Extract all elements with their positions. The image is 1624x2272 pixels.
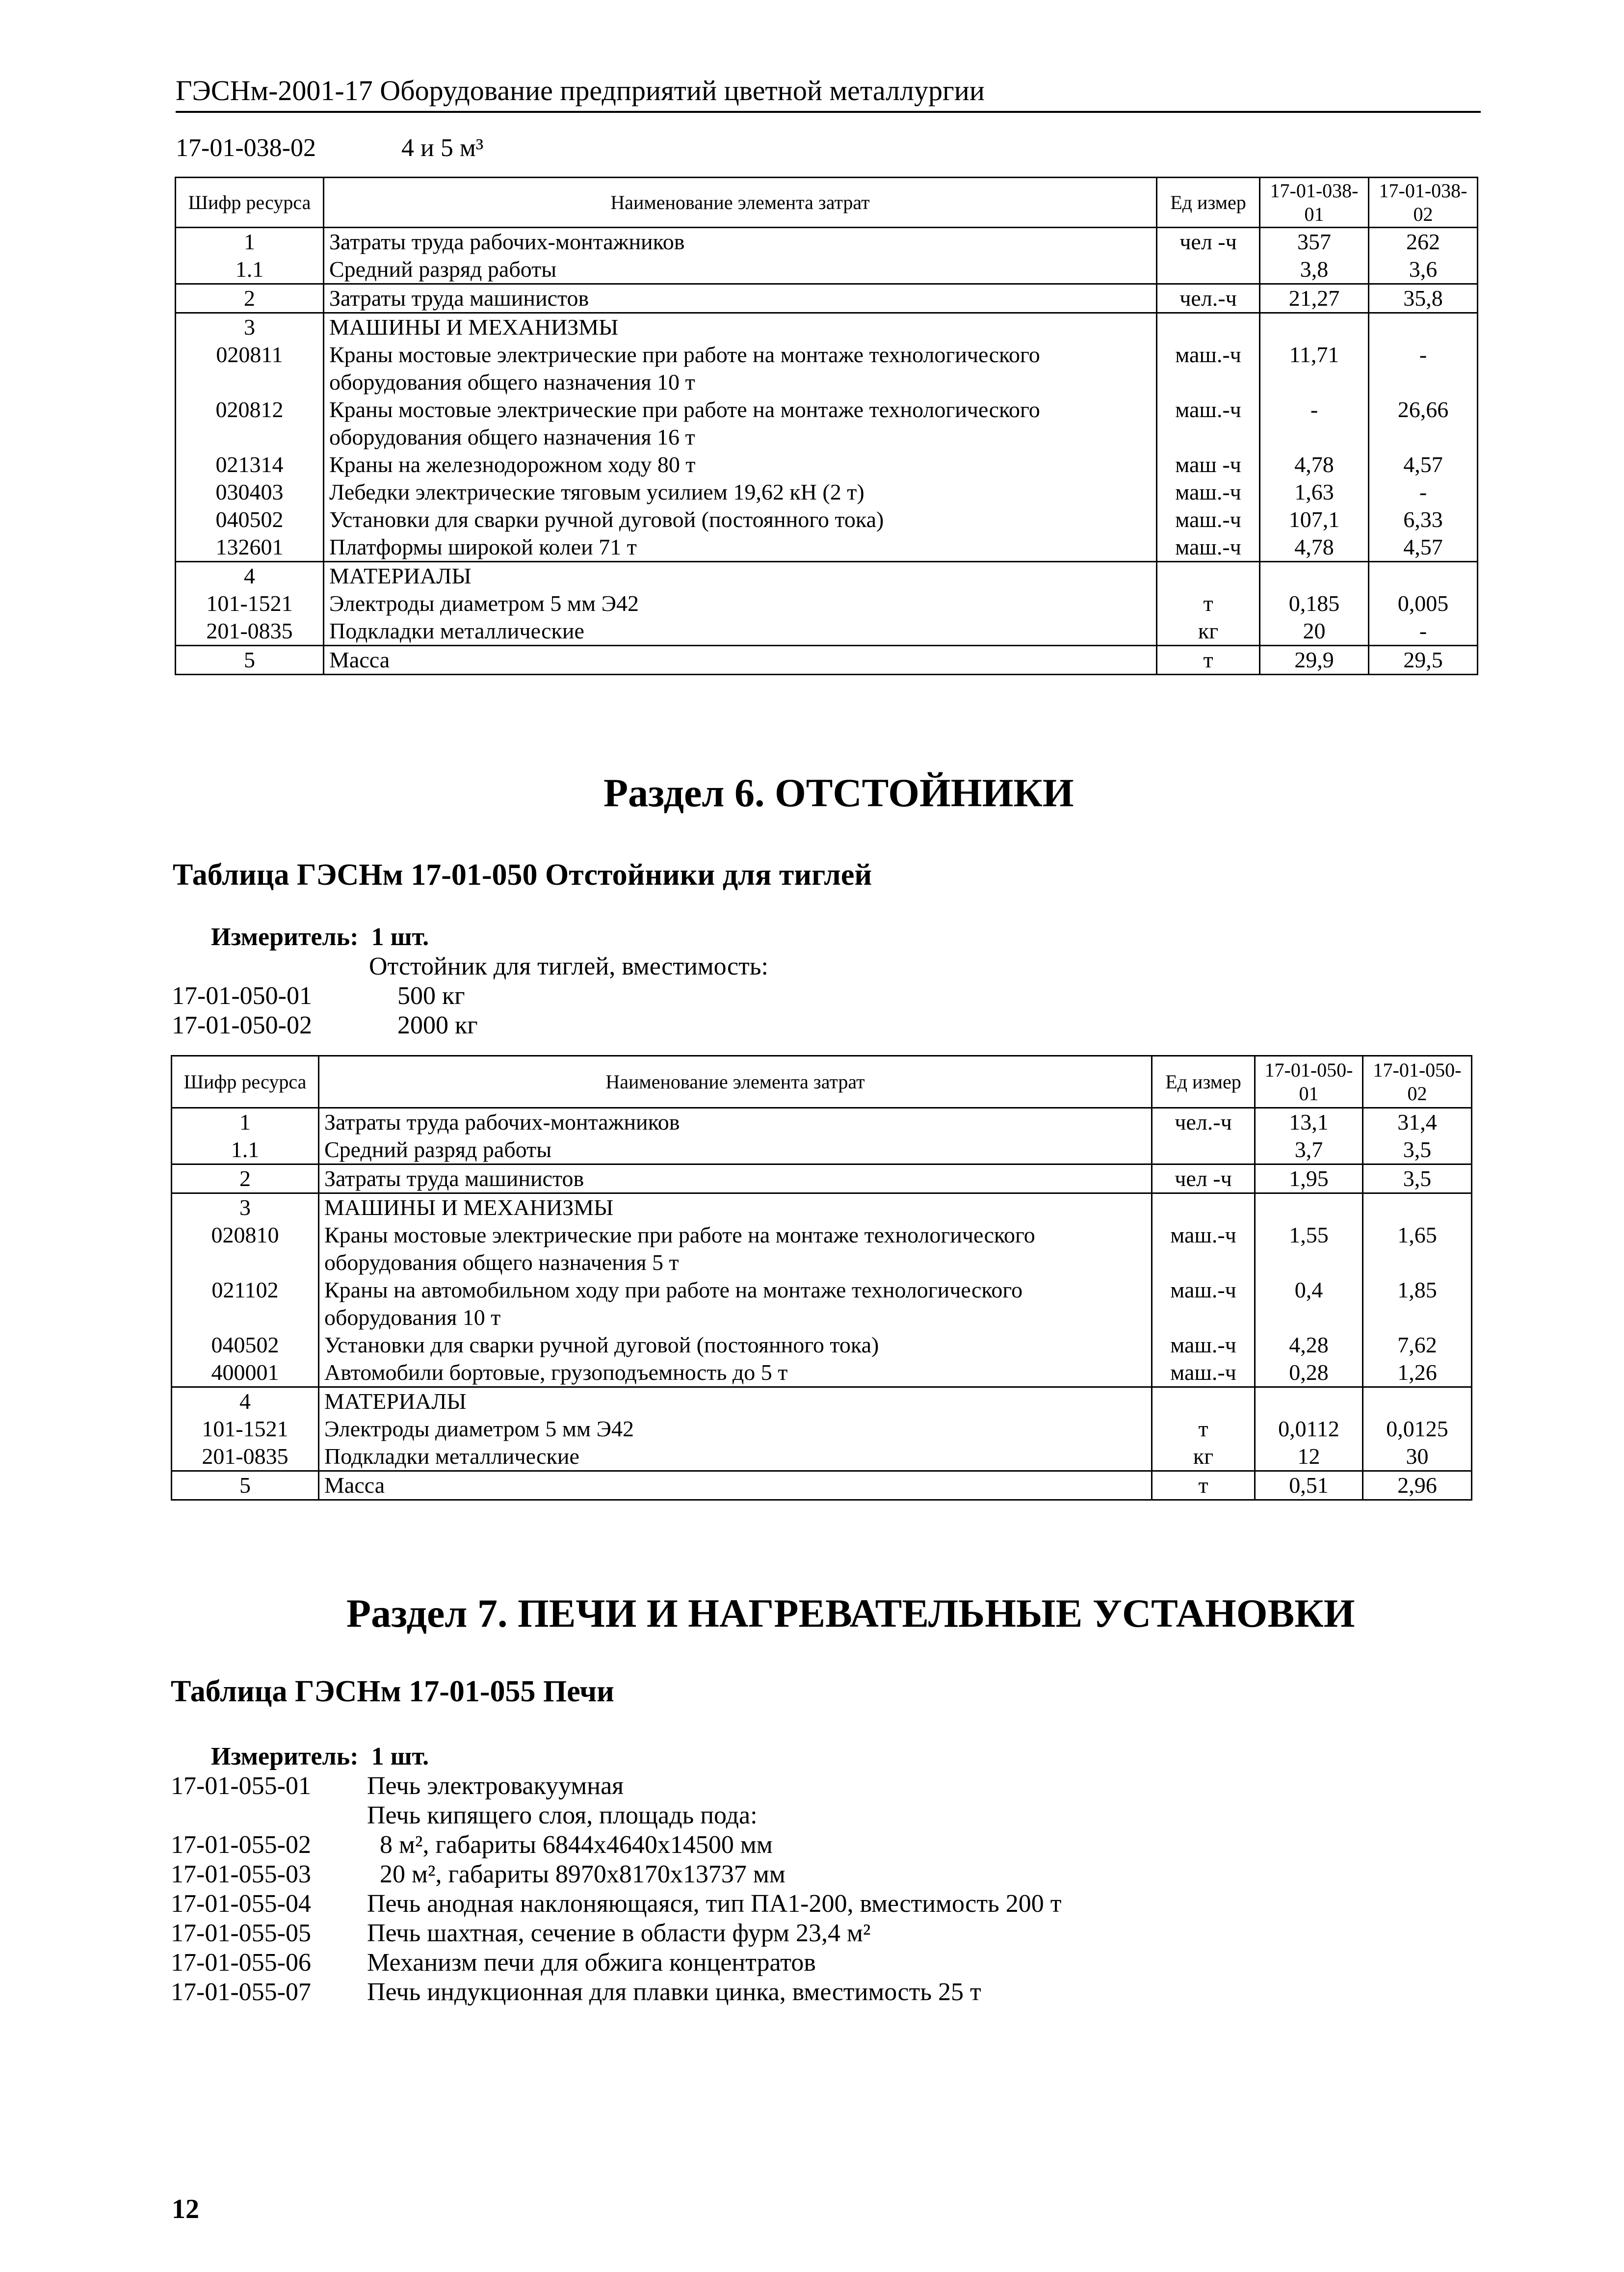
unit-cell <box>1157 256 1260 284</box>
value-b-cell: - <box>1369 341 1478 396</box>
value-b-cell <box>1363 1387 1472 1416</box>
variant-text: 500 кг <box>397 982 465 1010</box>
variant-row <box>172 981 478 1011</box>
variant-row <box>171 1801 1061 1830</box>
col-header-b: 17-01-038-02 <box>1369 178 1478 228</box>
table-row <box>172 1136 1472 1164</box>
table-body <box>176 228 1478 675</box>
table-row <box>172 1331 1472 1359</box>
resource-code-cell: 4 <box>172 1387 319 1416</box>
table-row <box>176 396 1478 451</box>
value-b-cell: 4,57 <box>1369 533 1478 562</box>
resource-code-cell: 4 <box>176 562 324 590</box>
variant-code: 17-01-055-01 <box>171 1772 311 1800</box>
variant-row <box>171 1830 1061 1860</box>
cost-element-name-cell: Средний разряд работы <box>319 1136 1152 1164</box>
resource-code-cell: 020810 <box>172 1221 319 1276</box>
cost-element-name-cell: Электроды диаметром 5 мм Э42 <box>319 1415 1152 1443</box>
cost-element-name-cell: Краны мостовые электрические при работе на монтаже технологического оборудования общего назначения 10 т <box>324 341 1157 396</box>
value-a-cell: 1,95 <box>1255 1164 1363 1193</box>
table-row <box>176 533 1478 562</box>
cost-element-name-cell: Подкладки металлические <box>319 1443 1152 1471</box>
variant-row <box>171 1860 1061 1889</box>
variant-code: 17-01-055-02 <box>171 1831 311 1859</box>
measure-label: Измеритель: <box>211 923 359 951</box>
cost-element-name-cell: Автомобили бортовые, грузоподъемность до 5 т <box>319 1359 1152 1387</box>
value-a-cell <box>1255 1193 1363 1222</box>
measure-line-050 <box>211 923 429 952</box>
unit-cell <box>1152 1387 1255 1416</box>
value-b-cell <box>1369 313 1478 342</box>
value-a-cell: 20 <box>1260 617 1369 646</box>
table-body <box>172 1108 1472 1500</box>
value-a-cell: 3,8 <box>1260 256 1369 284</box>
col-header-code: Шифр ресурса <box>172 1056 319 1108</box>
table-row <box>172 1387 1472 1416</box>
value-b-cell: 1,85 <box>1363 1276 1472 1331</box>
resource-code-cell: 101-1521 <box>172 1415 319 1443</box>
resource-code-cell: 030403 <box>176 478 324 506</box>
cost-element-name-cell: Масса <box>324 646 1157 675</box>
value-a-cell: 1,63 <box>1260 478 1369 506</box>
cost-element-name-cell: Установки для сварки ручной дуговой (постоянного тока) <box>324 506 1157 533</box>
resource-code-cell: 201-0835 <box>172 1443 319 1471</box>
cost-element-name-cell: Масса <box>319 1471 1152 1500</box>
top-variant-code: 17-01-038-02 <box>176 134 316 162</box>
resource-code-cell: 400001 <box>172 1359 319 1387</box>
table-row <box>176 228 1478 256</box>
cost-element-name-cell: Подкладки металлические <box>324 617 1157 646</box>
unit-cell <box>1152 1193 1255 1222</box>
value-b-cell: 1,26 <box>1363 1359 1472 1387</box>
value-a-cell: 11,71 <box>1260 341 1369 396</box>
value-a-cell: 4,78 <box>1260 533 1369 562</box>
variant-text: 2000 кг <box>397 1011 478 1039</box>
value-a-cell: 357 <box>1260 228 1369 256</box>
table-row <box>176 646 1478 675</box>
resource-code-cell: 2 <box>176 284 324 313</box>
table-row <box>176 590 1478 617</box>
table-row <box>172 1108 1472 1136</box>
value-b-cell <box>1363 1193 1472 1222</box>
table-row <box>176 256 1478 284</box>
value-a-cell: 107,1 <box>1260 506 1369 533</box>
resource-code-cell: 040502 <box>176 506 324 533</box>
table-row <box>172 1359 1472 1387</box>
value-b-cell: 26,66 <box>1369 396 1478 451</box>
cost-element-name-cell: Электроды диаметром 5 мм Э42 <box>324 590 1157 617</box>
unit-cell: маш.-ч <box>1157 341 1260 396</box>
measure-value: 1 шт. <box>371 923 429 951</box>
value-a-cell: - <box>1260 396 1369 451</box>
subtitle-050: Отстойник для тиглей, вместимость: <box>369 952 768 980</box>
variant-code: 17-01-055-04 <box>171 1890 311 1918</box>
value-b-cell: 31,4 <box>1363 1108 1472 1136</box>
cost-element-name-cell: МАШИНЫ И МЕХАНИЗМЫ <box>324 313 1157 342</box>
cost-element-name-cell: Краны мостовые электрические при работе на монтаже технологического оборудования общего назначения 16 т <box>324 396 1157 451</box>
value-a-cell: 0,0112 <box>1255 1415 1363 1443</box>
value-b-cell: 3,5 <box>1363 1164 1472 1193</box>
page-number: 12 <box>172 2194 199 2224</box>
resource-code-cell: 1.1 <box>176 256 324 284</box>
variant-code: 17-01-050-02 <box>172 1011 312 1039</box>
variant-text: 20 м², габариты 8970x8170x13737 мм <box>367 1860 786 1888</box>
running-head: ГЭСНм-2001-17 Оборудование предприятий цветной металлургии <box>176 74 1481 113</box>
value-a-cell: 4,28 <box>1255 1331 1363 1359</box>
cost-element-name-cell: Затраты труда рабочих-монтажников <box>324 228 1157 256</box>
value-b-cell: 29,5 <box>1369 646 1478 675</box>
variant-text: Печь кипящего слоя, площадь пода: <box>367 1801 758 1829</box>
section-7-title: Раздел 7. ПЕЧИ И НАГРЕВАТЕЛЬНЫЕ УСТАНОВКИ <box>346 1591 1355 1636</box>
cost-element-name-cell: МАТЕРИАЛЫ <box>319 1387 1152 1416</box>
col-header-name: Наименование элемента затрат <box>319 1056 1152 1108</box>
unit-cell: маш.-ч <box>1157 478 1260 506</box>
value-a-cell <box>1255 1387 1363 1416</box>
value-b-cell: - <box>1369 617 1478 646</box>
top-variant-line <box>176 133 483 163</box>
value-a-cell: 21,27 <box>1260 284 1369 313</box>
variant-code: 17-01-055-03 <box>171 1860 311 1888</box>
table-row <box>172 1193 1472 1222</box>
norm-table-050 <box>171 1055 1472 1501</box>
value-b-cell: 7,62 <box>1363 1331 1472 1359</box>
unit-cell: т <box>1152 1471 1255 1500</box>
resource-code-cell: 101-1521 <box>176 590 324 617</box>
col-header-unit: Ед измер <box>1157 178 1260 228</box>
unit-cell: чел.-ч <box>1152 1108 1255 1136</box>
value-b-cell: 3,6 <box>1369 256 1478 284</box>
resource-code-cell: 021102 <box>172 1276 319 1331</box>
resource-code-cell: 3 <box>176 313 324 342</box>
resource-code-cell: 1 <box>172 1108 319 1136</box>
value-a-cell: 3,7 <box>1255 1136 1363 1164</box>
cost-element-name-cell: Средний разряд работы <box>324 256 1157 284</box>
unit-cell: маш.-ч <box>1152 1359 1255 1387</box>
value-b-cell: 262 <box>1369 228 1478 256</box>
table-row <box>176 284 1478 313</box>
unit-cell: кг <box>1152 1443 1255 1471</box>
table-055-title: Таблица ГЭСНм 17-01-055 Печи <box>171 1675 614 1708</box>
table-row <box>172 1471 1472 1500</box>
cost-element-name-cell: Краны на железнодорожном ходу 80 т <box>324 451 1157 478</box>
resource-code-cell: 132601 <box>176 533 324 562</box>
measure-label: Измеритель: <box>211 1743 359 1770</box>
resource-code-cell: 020812 <box>176 396 324 451</box>
variant-text: Печь анодная наклоняющаяся, тип ПА1-200, вместимость 200 т <box>367 1890 1062 1918</box>
cost-element-name-cell: Краны на автомобильном ходу при работе на монтаже технологического оборудования 10 т <box>319 1276 1152 1331</box>
unit-cell: кг <box>1157 617 1260 646</box>
unit-cell: маш.-ч <box>1152 1221 1255 1276</box>
value-a-cell: 29,9 <box>1260 646 1369 675</box>
value-b-cell: 4,57 <box>1369 451 1478 478</box>
cost-element-name-cell: МАШИНЫ И МЕХАНИЗМЫ <box>319 1193 1152 1222</box>
cost-element-name-cell: Затраты труда рабочих-монтажников <box>319 1108 1152 1136</box>
unit-cell: маш.-ч <box>1157 506 1260 533</box>
col-header-name: Наименование элемента затрат <box>324 178 1157 228</box>
variant-code: 17-01-050-01 <box>172 982 312 1010</box>
variant-row <box>172 1011 478 1040</box>
variant-text: Печь электровакуумная <box>367 1772 624 1800</box>
table-row <box>172 1164 1472 1193</box>
value-a-cell: 0,51 <box>1255 1471 1363 1500</box>
variant-text: Механизм печи для обжига концентратов <box>367 1949 816 1977</box>
table-row <box>176 562 1478 590</box>
value-b-cell <box>1369 562 1478 590</box>
variants-050 <box>172 981 478 1040</box>
table-row <box>176 341 1478 396</box>
unit-cell: маш.-ч <box>1152 1331 1255 1359</box>
unit-cell <box>1152 1136 1255 1164</box>
variant-code: 17-01-055-07 <box>171 1978 311 2006</box>
value-b-cell: 2,96 <box>1363 1471 1472 1500</box>
table-row <box>172 1276 1472 1331</box>
value-b-cell: 1,65 <box>1363 1221 1472 1276</box>
variant-row <box>171 1771 1061 1801</box>
resource-code-cell: 2 <box>172 1164 319 1193</box>
value-a-cell: 0,185 <box>1260 590 1369 617</box>
table-050-title: Таблица ГЭСНм 17-01-050 Отстойники для тиглей <box>173 858 872 892</box>
resource-code-cell: 1 <box>176 228 324 256</box>
table-row <box>172 1443 1472 1471</box>
value-a-cell: 0,4 <box>1255 1276 1363 1331</box>
table-row <box>176 617 1478 646</box>
measure-line-055 <box>211 1742 429 1771</box>
value-b-cell: 35,8 <box>1369 284 1478 313</box>
value-b-cell: 0,005 <box>1369 590 1478 617</box>
variant-row <box>171 1948 1061 1978</box>
resource-code-cell: 5 <box>176 646 324 675</box>
unit-cell: чел -ч <box>1152 1164 1255 1193</box>
value-b-cell: 3,5 <box>1363 1136 1472 1164</box>
section-6-title: Раздел 6. ОТСТОЙНИКИ <box>603 770 1074 815</box>
table-row <box>176 506 1478 533</box>
value-a-cell: 12 <box>1255 1443 1363 1471</box>
variant-code: 17-01-055-05 <box>171 1919 311 1947</box>
value-b-cell: 0,0125 <box>1363 1415 1472 1443</box>
value-b-cell: 30 <box>1363 1443 1472 1471</box>
unit-cell: чел -ч <box>1157 228 1260 256</box>
unit-cell: т <box>1157 590 1260 617</box>
variant-code: 17-01-055-06 <box>171 1949 311 1977</box>
variant-row <box>171 1978 1061 2007</box>
resource-code-cell: 5 <box>172 1471 319 1500</box>
col-header-unit: Ед измер <box>1152 1056 1255 1108</box>
resource-code-cell: 201-0835 <box>176 617 324 646</box>
value-a-cell: 4,78 <box>1260 451 1369 478</box>
cost-element-name-cell: Затраты труда машинистов <box>319 1164 1152 1193</box>
variant-row <box>171 1919 1061 1948</box>
col-header-a: 17-01-038-01 <box>1260 178 1369 228</box>
value-a-cell: 13,1 <box>1255 1108 1363 1136</box>
table-row <box>176 313 1478 342</box>
value-a-cell: 0,28 <box>1255 1359 1363 1387</box>
resource-code-cell: 3 <box>172 1193 319 1222</box>
col-header-code: Шифр ресурса <box>176 178 324 228</box>
unit-cell: маш -ч <box>1157 451 1260 478</box>
unit-cell: т <box>1152 1415 1255 1443</box>
measure-value: 1 шт. <box>371 1743 429 1770</box>
resource-code-cell: 1.1 <box>172 1136 319 1164</box>
resource-code-cell: 040502 <box>172 1331 319 1359</box>
variants-055 <box>171 1771 1061 2007</box>
norm-table-038 <box>175 177 1478 675</box>
cost-element-name-cell: Установки для сварки ручной дуговой (постоянного тока) <box>319 1331 1152 1359</box>
unit-cell: маш.-ч <box>1157 396 1260 451</box>
table-row <box>176 478 1478 506</box>
table-row <box>172 1415 1472 1443</box>
variant-row <box>171 1889 1061 1919</box>
unit-cell <box>1157 313 1260 342</box>
variant-text: 8 м², габариты 6844x4640x14500 мм <box>367 1831 773 1859</box>
col-header-a: 17-01-050-01 <box>1255 1056 1363 1108</box>
value-a-cell: 1,55 <box>1255 1221 1363 1276</box>
col-header-b: 17-01-050-02 <box>1363 1056 1472 1108</box>
cost-element-name-cell: Лебедки электрические тяговым усилием 19,62 кН (2 т) <box>324 478 1157 506</box>
unit-cell <box>1157 562 1260 590</box>
variant-text: Печь шахтная, сечение в области фурм 23,4 м² <box>367 1919 871 1947</box>
resource-code-cell: 021314 <box>176 451 324 478</box>
variant-text: Печь индукционная для плавки цинка, вместимость 25 т <box>367 1978 981 2006</box>
unit-cell: маш.-ч <box>1157 533 1260 562</box>
table-row <box>176 451 1478 478</box>
value-a-cell <box>1260 313 1369 342</box>
cost-element-name-cell: Затраты труда машинистов <box>324 284 1157 313</box>
unit-cell: маш.-ч <box>1152 1276 1255 1331</box>
cost-element-name-cell: Платформы широкой колеи 71 т <box>324 533 1157 562</box>
top-variant-label: 4 и 5 м³ <box>401 134 484 162</box>
value-a-cell <box>1260 562 1369 590</box>
cost-element-name-cell: МАТЕРИАЛЫ <box>324 562 1157 590</box>
value-b-cell: 6,33 <box>1369 506 1478 533</box>
resource-code-cell: 020811 <box>176 341 324 396</box>
cost-element-name-cell: Краны мостовые электрические при работе на монтаже технологического оборудования общего назначения 5 т <box>319 1221 1152 1276</box>
unit-cell: чел.-ч <box>1157 284 1260 313</box>
table-row <box>172 1221 1472 1276</box>
value-b-cell: - <box>1369 478 1478 506</box>
unit-cell: т <box>1157 646 1260 675</box>
